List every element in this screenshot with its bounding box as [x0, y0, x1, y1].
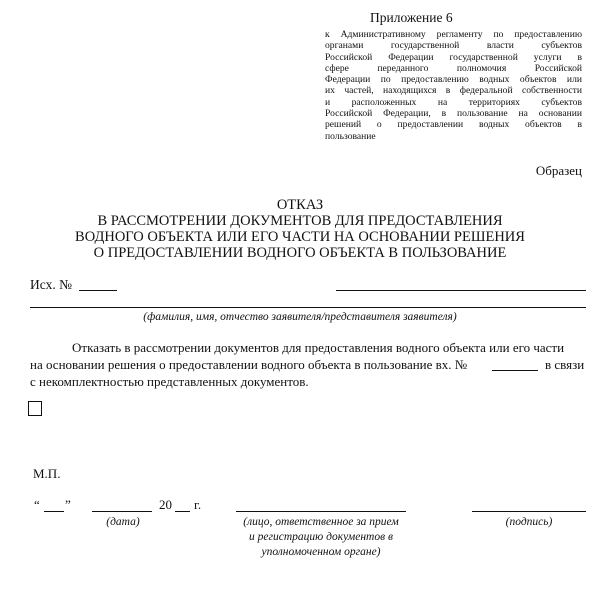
body-line-2: на основании решения о предоставлении водного объекта в пользование вх. №: [30, 357, 468, 372]
applicant-name-field[interactable]: [30, 307, 586, 308]
day-field[interactable]: [44, 511, 64, 512]
date-caption: (дата): [106, 516, 140, 528]
sample-label: Образец: [535, 163, 582, 178]
month-field[interactable]: [92, 511, 152, 512]
appendix-title: Приложение 6: [370, 10, 453, 25]
appendix-line: Российской Федерации государственной услуги в: [325, 51, 582, 63]
official-caption-line: уполномоченном органе): [261, 546, 381, 558]
document-title-line: ВОДНОГО ОБЪЕКТА ИЛИ ЕГО ЧАСТИ НА ОСНОВАНИИ РЕШЕНИЯ: [75, 229, 525, 245]
document-title: ОТКАЗ: [276, 197, 324, 213]
appendix-line: сфере переданного полномочия Российской: [325, 62, 582, 74]
stamp-label: М.П.: [33, 466, 61, 481]
year-suffix: г.: [194, 497, 202, 512]
appendix-line: органами государственной власти субъектов: [325, 40, 582, 52]
appendix-description: [325, 29, 582, 142]
outgoing-number-label: Исх. №: [30, 277, 72, 292]
appendix-line: Российской Федерации, в пользование на основании: [325, 108, 582, 120]
recipient-field[interactable]: [336, 290, 586, 291]
quote-close: ”: [65, 497, 71, 512]
body-line-2-end: в связи: [545, 357, 585, 372]
checkbox[interactable]: [28, 401, 42, 416]
appendix-line: пользование: [325, 130, 376, 142]
body-line-3: с некомплектностью представленных документов.: [30, 374, 309, 389]
applicant-caption: (фамилия, имя, отчество заявителя/представителя заявителя): [143, 311, 457, 323]
appendix-line: Федерации по предоставлению водных объектов или: [325, 74, 582, 86]
official-caption-line: и регистрацию документов в: [249, 531, 393, 543]
document-title-line: В РАССМОТРЕНИИ ДОКУМЕНТОВ ДЛЯ ПРЕДОСТАВЛЕНИЯ: [97, 213, 503, 229]
year-prefix: 20: [159, 497, 172, 512]
signature-field[interactable]: [472, 511, 586, 512]
body-line-1: Отказать в рассмотрении документов для предоставления водного объекта или его части: [72, 340, 565, 355]
official-name-field[interactable]: [236, 511, 406, 512]
quote-open: “: [34, 497, 40, 512]
outgoing-number-field[interactable]: [79, 290, 117, 291]
official-caption: (лицо, ответственное за прием: [243, 516, 399, 528]
appendix-line: к Административному регламенту по предоставлению: [325, 29, 582, 40]
signature-caption: (подпись): [505, 516, 553, 528]
year-field[interactable]: [175, 511, 190, 512]
incoming-number-field[interactable]: [492, 370, 538, 371]
appendix-line: решений о предоставлении водных объектов в: [325, 119, 582, 131]
document-title-line: О ПРЕДОСТАВЛЕНИИ ВОДНОГО ОБЪЕКТА В ПОЛЬЗОВАНИЕ: [93, 245, 507, 261]
appendix-line: их частей, находящихся в федеральной собственности: [325, 85, 582, 97]
appendix-line: и расположенных на территориях субъектов: [325, 96, 582, 108]
